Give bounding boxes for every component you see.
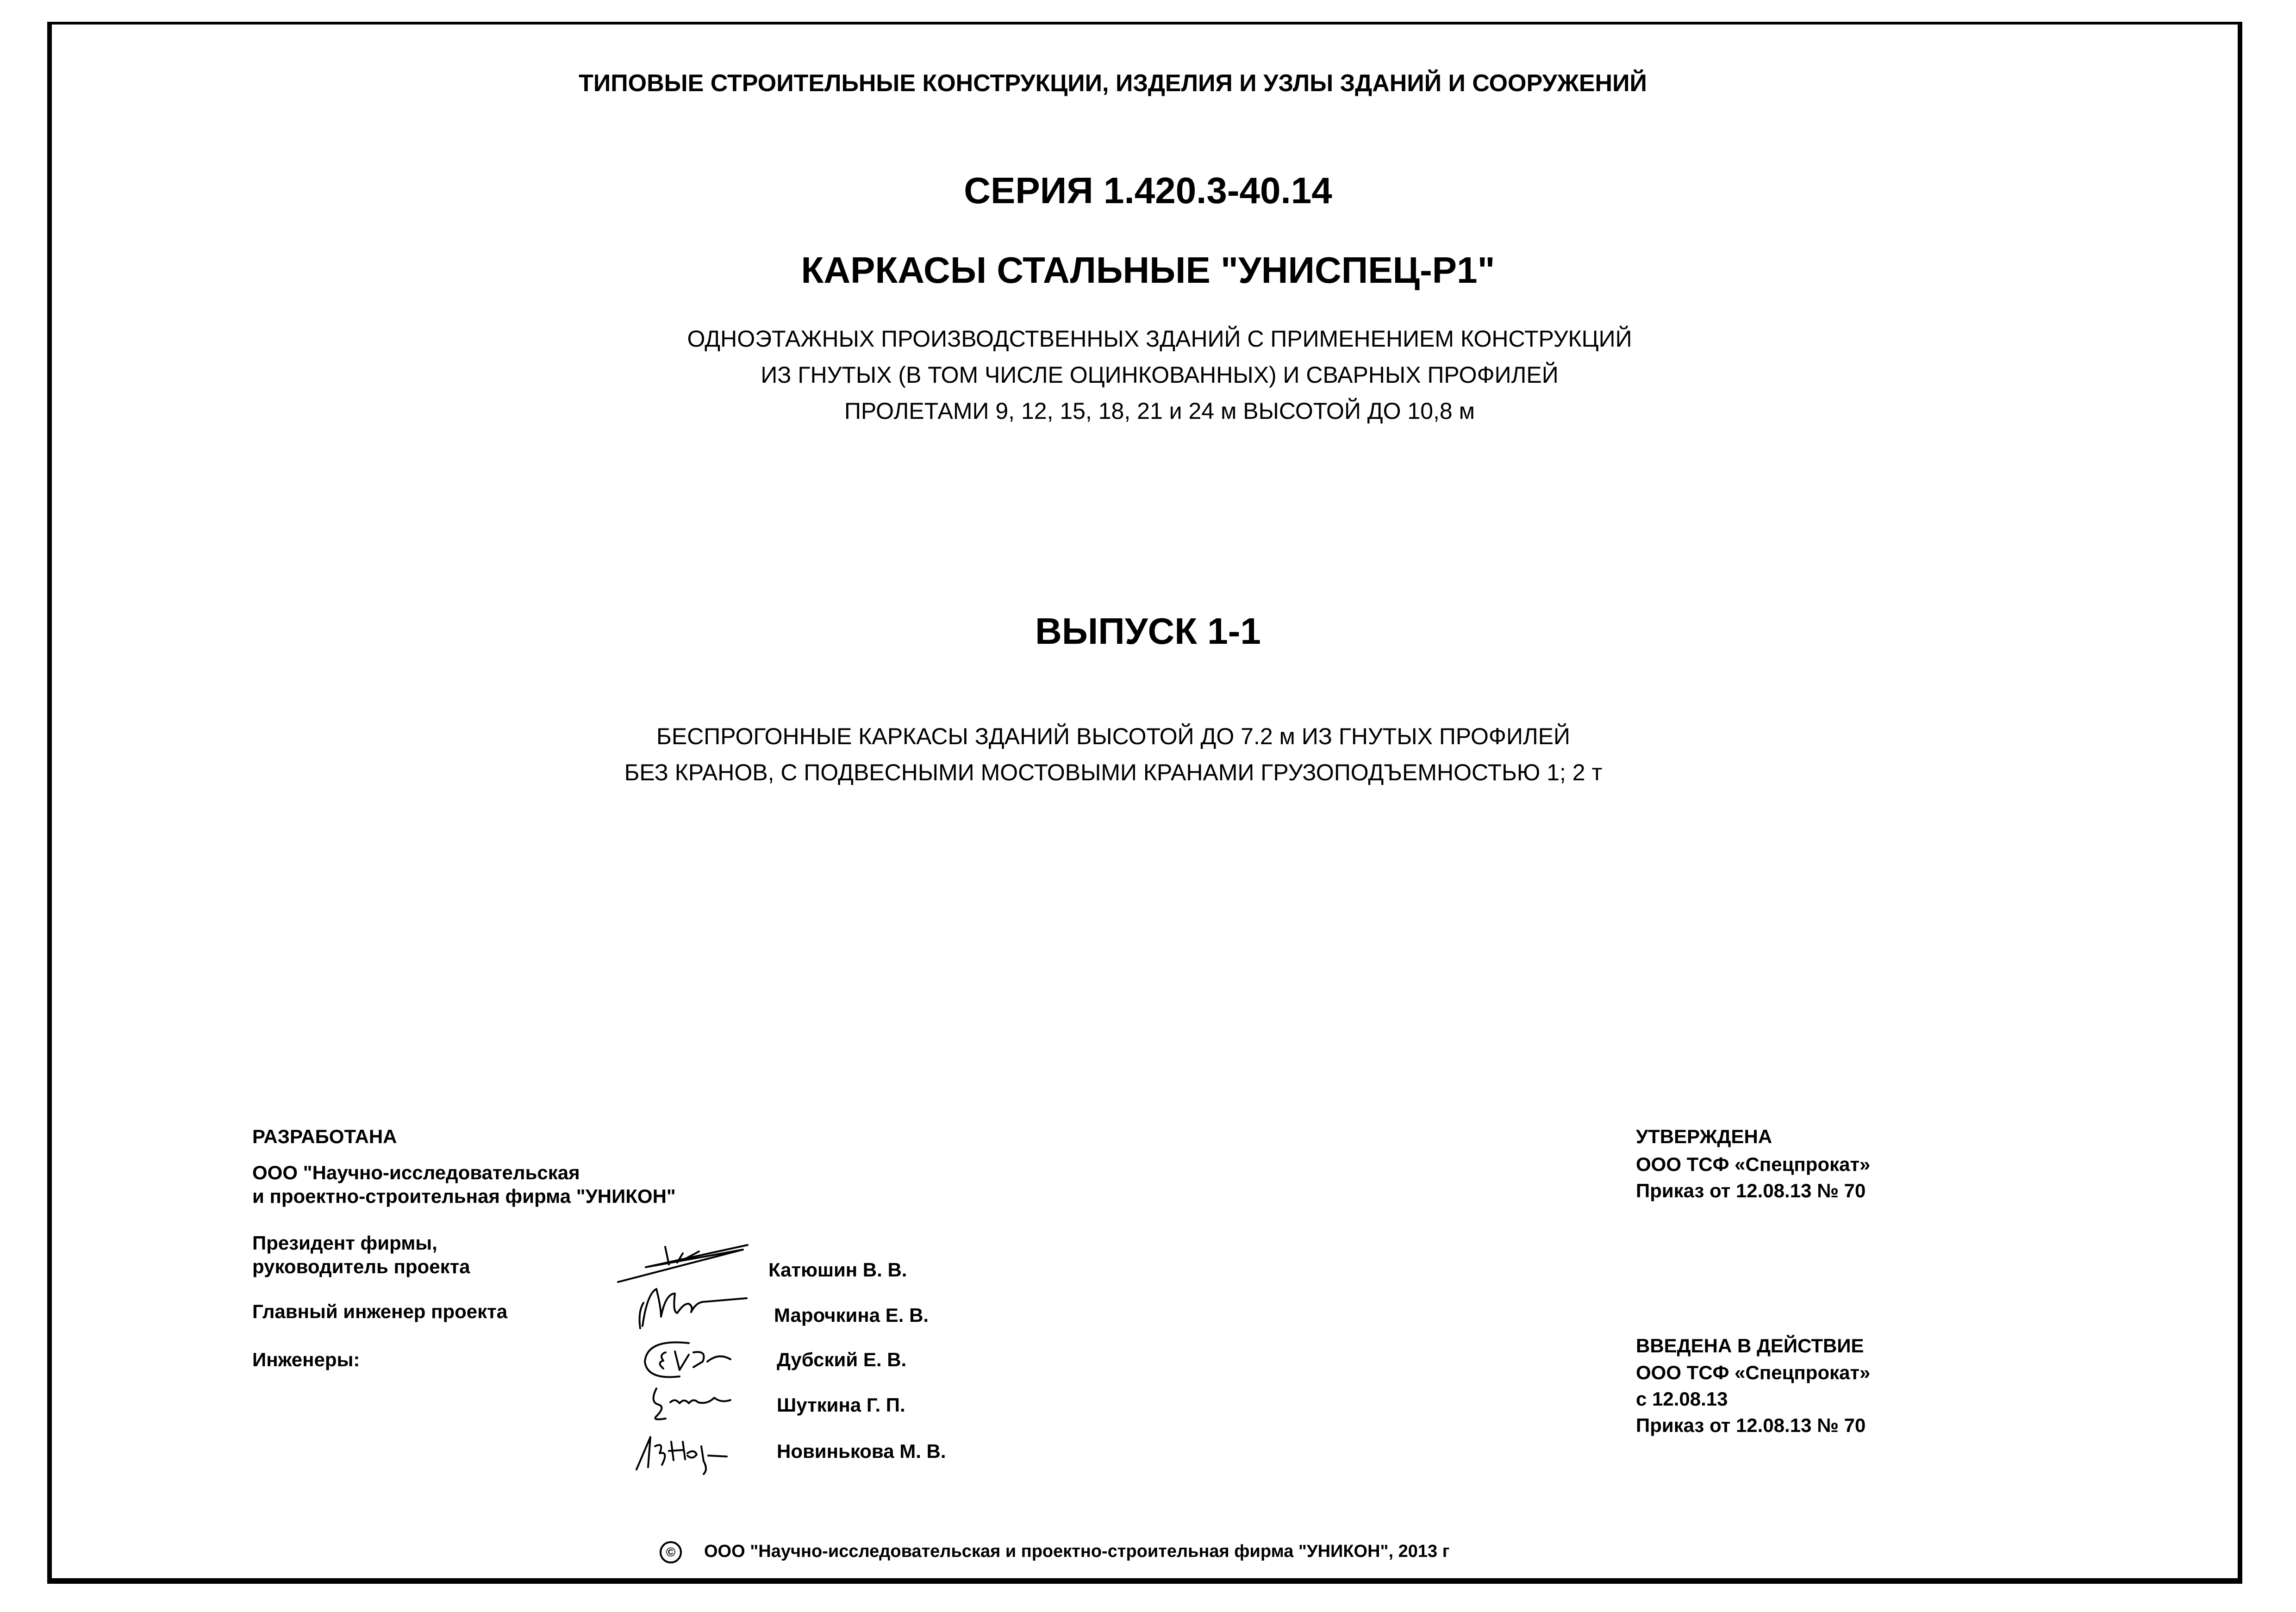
copyright-icon: © (660, 1541, 682, 1563)
engineer-signature-3 (627, 1428, 748, 1479)
enacted-heading: ВВЕДЕНА В ДЕЙСТВИЕ (1636, 1335, 1864, 1357)
developer-org-line-2: и проектно-строительная фирма "УНИКОН" (252, 1185, 676, 1207)
engineer-name-2: Шуткина Г. П. (777, 1394, 905, 1416)
approved-heading: УТВЕРЖДЕНА (1636, 1126, 1772, 1147)
president-name: Катюшин В. В. (768, 1259, 907, 1281)
chief-engineer-role: Главный инженер проекта (252, 1301, 508, 1322)
developed-heading: РАЗРАБОТАНА (252, 1126, 397, 1147)
approved-order: Приказ от 12.08.13 № 70 (1636, 1180, 1866, 1201)
engineer-name-1: Дубский Е. В. (777, 1349, 907, 1370)
issue-description-line-2: БЕЗ КРАНОВ, С ПОДВЕСНЫМИ МОСТОВЫМИ КРАНАМИ ГРУЗОПОДЪЕМНОСТЬЮ 1; 2 т (624, 759, 1603, 785)
enacted-order: Приказ от 12.08.13 № 70 (1636, 1414, 1866, 1436)
engineer-signature-1 (638, 1334, 740, 1385)
copyright-text: ООО "Научно-исследовательская и проектно-строительная фирма "УНИКОН", 2013 г (704, 1542, 1450, 1562)
issue-number: ВЫПУСК 1-1 (1035, 610, 1261, 652)
engineer-name-3: Новинькова М. В. (777, 1440, 946, 1462)
engineers-role: Инженеры: (252, 1349, 360, 1370)
developer-org-line-1: ООО "Научно-исследовательская (252, 1162, 580, 1183)
subtitle-line-1: ОДНОЭТАЖНЫХ ПРОИЗВОДСТВЕННЫХ ЗДАНИЙ С ПРИМЕНЕНИЕМ КОНСТРУКЦИЙ (687, 326, 1632, 352)
series-number: СЕРИЯ 1.420.3-40.14 (964, 170, 1332, 211)
president-signature (613, 1232, 752, 1283)
subtitle-line-2: ИЗ ГНУТЫХ (В ТОМ ЧИСЛЕ ОЦИНКОВАННЫХ) И СВАРНЫХ ПРОФИЛЕЙ (761, 362, 1559, 388)
engineer-signature-2 (638, 1379, 749, 1425)
chief-engineer-signature (633, 1284, 763, 1331)
president-role-line-2: руководитель проекта (252, 1256, 470, 1277)
chief-engineer-name: Марочкина Е. В. (774, 1304, 929, 1326)
approved-org: ООО ТСФ «Спецпрокат» (1636, 1153, 1871, 1175)
enacted-org: ООО ТСФ «Спецпрокат» (1636, 1362, 1871, 1383)
issue-description-line-1: БЕСПРОГОННЫЕ КАРКАСЫ ЗДАНИЙ ВЫСОТОЙ ДО 7.2 м ИЗ ГНУТЫХ ПРОФИЛЕЙ (656, 723, 1570, 749)
copyright-footer (660, 1541, 1450, 1563)
header-line: ТИПОВЫЕ СТРОИТЕЛЬНЫЕ КОНСТРУКЦИИ, ИЗДЕЛИЯ И УЗЛЫ ЗДАНИЙ И СООРУЖЕНИЙ (579, 70, 1647, 97)
president-role-line-1: Президент фирмы, (252, 1232, 437, 1254)
enacted-date: с 12.08.13 (1636, 1388, 1728, 1410)
subtitle-line-3: ПРОЛЕТАМИ 9, 12, 15, 18, 21 и 24 м ВЫСОТОЙ ДО 10,8 м (844, 398, 1475, 424)
document-title: КАРКАСЫ СТАЛЬНЫЕ "УНИСПЕЦ-Р1" (801, 249, 1495, 291)
